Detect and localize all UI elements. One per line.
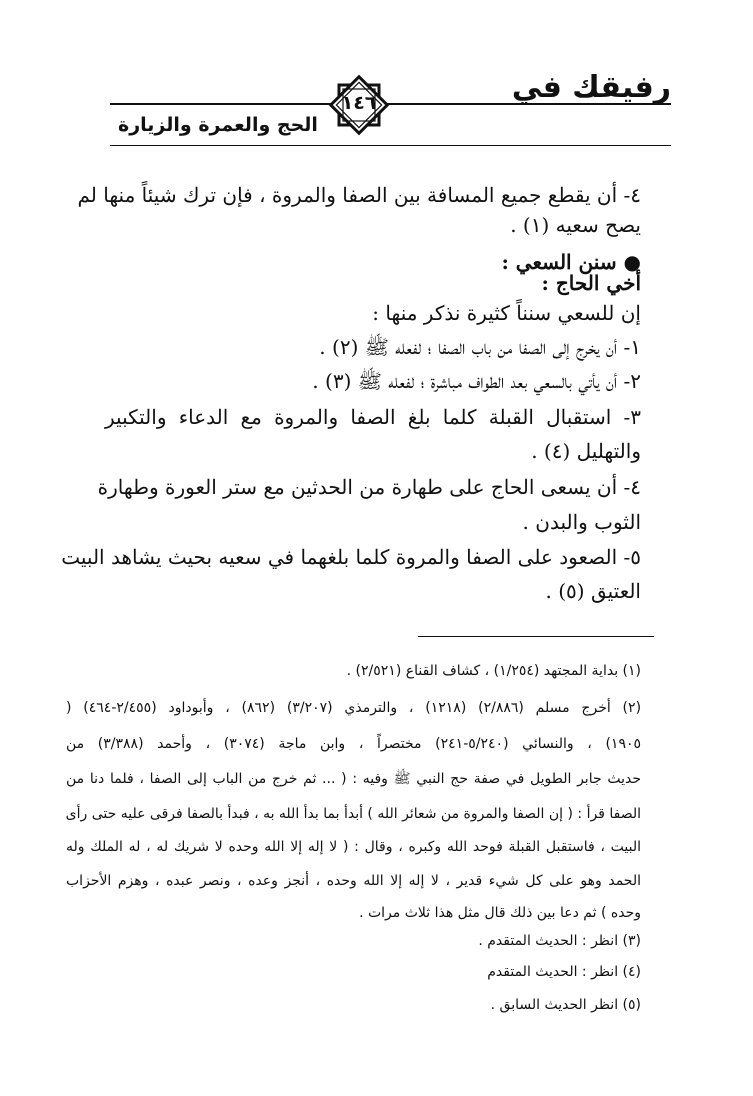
text-line: أخي الحاج : [541,271,641,295]
footnote: ١٩٠٥) ، والنسائي (٥/٢٤٠-٢٤١) مختصراً ، وابن ماجة (٣٠٧٤) ، وأحمد (٣/٣٨٨) من [66,736,641,752]
text-line: الثوب والبدن . [522,510,641,534]
text-line: العتيق (٥) . [545,579,641,603]
footnote: (٣) انظر : الحديث المتقدم . [478,933,641,949]
footnote-separator [418,636,654,637]
footnote: حديث جابر الطويل في صفة حج النبي ﷺ وفيه : ( ... ثم خرج من الباب إلى الصفا ، فلما دنا من [66,771,641,787]
text-line: إن للسعي سنناً كثيرة نذكر منها : [372,301,641,325]
book-title: رفيقك في [511,70,671,105]
page-number: ١٤٦ [341,92,377,114]
header-rule-bottom [110,145,671,146]
text-line: ٣- استقبال القبلة كلما بلغ الصفا والمروة مع الدعاء والتكبير [105,405,641,429]
footnote: الحمد وهو على كل شيء قدير ، لا إله إلا الله وحده ، أنجز وعده ، ونصر عبده ، وهزم الأحزاب [66,873,641,889]
text-line: ٥- الصعود على الصفا والمروة كلما بلغهما في سعيه بحيث يشاهد البيت [61,545,641,569]
text-line: يصح سعيه (١) . [510,213,641,237]
footnote: الصفا قرأ : ( إن الصفا والمروة من شعائر الله ) أبدأ بما بدأ الله به ، فبدأ بالصفا فرقى عليه حتى رأى [65,806,641,822]
footnote: وحده ) ثم دعا بين ذلك قال مثل هذا ثلاث مرات . [359,905,641,921]
text-line: والتهليل (٤) . [531,439,641,463]
footnote: (١) بداية المجتهد (١/٢٥٤) ، كشاف القناع (٢/٥٢١) . [346,663,641,679]
footnote: (٢) أخرج مسلم (٢/٨٨٦) (١٢١٨) ، والترمذي (٣/٢٠٧) (٨٦٢) ، وأبوداود (٢/٤٥٥-٤٦٤) ( [66,700,642,716]
text-line: ٢- أن يأتي بالسعي بعد الطواف مباشرة ؛ لفعله ﷺ (٣) . [312,369,641,393]
footnote: البيت ، فاستقبل القبلة فوحد الله وكبره ، وقال : ( لا إله إلا الله وحده لا شريك له ، له الملك وله [66,839,641,855]
footnote: (٥) انظر الحديث السابق . [490,997,641,1013]
page-number-badge [326,72,392,138]
book-subtitle: الحج والعمرة والزيارة [118,114,318,136]
text-line: ٤- أن يقطع جميع المسافة بين الصفا والمروة ، فإن ترك شيئاً منها لم [77,183,641,207]
text-line: ١- أن يخرج إلى الصفا من باب الصفا ؛ لفعله ﷺ (٢) . [319,335,641,359]
section-heading: ● سنن السعي : [501,250,641,274]
text-line: ٤- أن يسعى الحاج على طهارة من الحدثين مع ستر العورة وطهارة [97,475,641,499]
footnote: (٤) انظر : الحديث المتقدم [487,964,641,980]
